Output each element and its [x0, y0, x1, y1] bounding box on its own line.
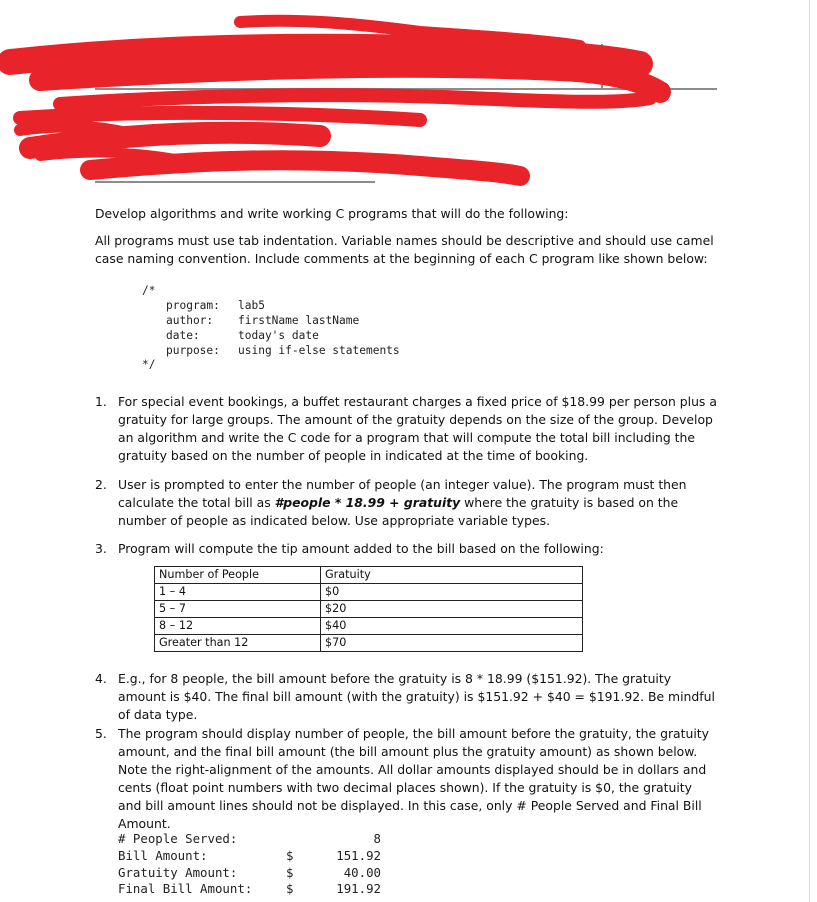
table-cell: 5 – 7: [155, 601, 321, 618]
table-cell: $20: [321, 601, 583, 618]
output-value: 40.00: [343, 865, 381, 880]
list-number: 1.: [95, 394, 107, 409]
output-dollar: $: [286, 848, 294, 863]
list-text-part: User is prompted to enter the number of people (an integer value). The program must then calculate the total bill as: [118, 477, 687, 510]
table-cell: 1 – 4: [155, 584, 321, 601]
list-text: [118, 476, 718, 530]
list-number: 5.: [95, 726, 107, 741]
output-label: Final Bill Amount:: [118, 881, 253, 896]
table-cell: $40: [321, 618, 583, 635]
list-text: E.g., for 8 people, the bill amount before the gratuity is 8 * 18.99 ($151.92). The gratuity amount is $40. The final bill amount (with the gratuity) is $151.92 + $40 = $191.92. Be mindful of data type.: [118, 671, 715, 722]
gratuity-formula: #people * 18.99 + gratuity: [274, 495, 461, 510]
gratuity-table: [154, 566, 583, 652]
list-number: 4.: [95, 671, 107, 686]
table-row: [155, 618, 583, 635]
list-text: Program will compute the tip amount added to the bill based on the following:: [118, 541, 604, 556]
comment-value-program: lab5: [238, 299, 265, 312]
output-dollar: $: [286, 865, 294, 880]
comment-close: */: [142, 358, 156, 371]
intro-text: Develop algorithms and write working C programs that will do the following:: [95, 206, 569, 221]
output-label: # People Served:: [118, 831, 238, 846]
table-header-row: [155, 567, 583, 584]
redaction-scribble: [0, 0, 817, 200]
comment-key-program: program:: [166, 299, 220, 312]
table-row: [155, 635, 583, 652]
output-value: 8: [373, 831, 381, 846]
table-row: [155, 584, 583, 601]
comment-value-purpose: using if-else statements: [238, 344, 400, 357]
comment-value-date: today's date: [238, 329, 319, 342]
comment-key-date: date:: [166, 329, 200, 342]
output-value: 151.92: [336, 848, 381, 863]
table-cell: Greater than 12: [155, 635, 321, 652]
table-cell: $0: [321, 584, 583, 601]
output-dollar: $: [286, 881, 294, 896]
list-text-part: where the gratuity is based on the number of people as indicated below. Use appropriate variable types.: [118, 495, 679, 528]
output-label: Bill Amount:: [118, 848, 208, 863]
requirements-text: All programs must use tab indentation. Variable names should be descriptive and should use camel case naming convention. Include comments at the beginning of each C program like shown below:: [95, 233, 714, 266]
table-row: [155, 601, 583, 618]
comment-open: /*: [142, 284, 156, 297]
comment-value-author: firstName lastName: [238, 314, 360, 327]
output-label: Gratuity Amount:: [118, 865, 238, 880]
table-cell: $70: [321, 635, 583, 652]
list-text: For special event bookings, a buffet restaurant charges a fixed price of $18.99 per person plus a gratuity for large groups. The amount of the gratuity depends on the size of the group. Develop an algorithm and write the C code for a program that will compute the total bill including the gratuity based on the number of people in indicated at the time of booking.: [118, 394, 717, 463]
table-header: Number of People: [155, 567, 321, 584]
table-header: Gratuity: [321, 567, 583, 584]
output-value: 191.92: [336, 881, 381, 896]
list-number: 3.: [95, 541, 107, 556]
comment-key-author: author:: [166, 314, 214, 327]
list-number: 2.: [95, 477, 107, 492]
list-text: The program should display number of people, the bill amount before the gratuity, the gratuity amount, and the final bill amount (the bill amount plus the gratuity amount) as shown below. Note the right-alignment of the amounts. All dollar amounts displayed should be in dollars and cents (float point numbers with two decimal places shown). If the gratuity is $0, the gratuity and bill amount lines should not be displayed. In this case, only # People Served and Final Bill Amount.: [118, 726, 709, 831]
comment-key-purpose: purpose:: [166, 344, 220, 357]
table-cell: 8 – 12: [155, 618, 321, 635]
